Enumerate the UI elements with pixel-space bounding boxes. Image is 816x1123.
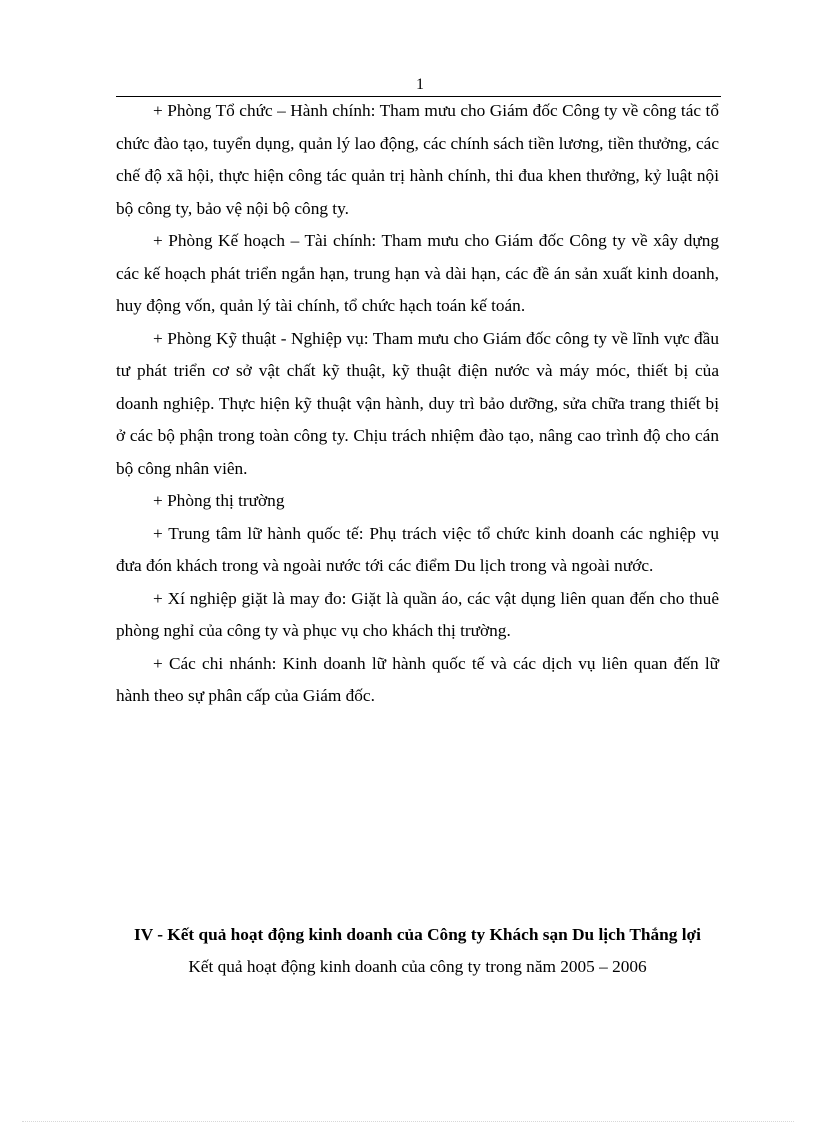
table-caption: Kết quả hoạt động kinh doanh của công ty trong năm 2005 – 2006 <box>188 957 647 976</box>
section-heading: IV - Kết quả hoạt động kinh doanh của Công ty Khách sạn Du lịch Thắng lợi <box>134 924 701 944</box>
paragraph-planning-finance-dept: + Phòng Kế hoạch – Tài chính: Tham mưu cho Giám đốc Công ty về xây dựng các kế hoạch phát triển ngắn hạn, trung hạn và dài hạn, các đề án sản xuất kinh doanh, huy động vốn, quản lý tài chính, tổ chức hạch toán kế toán. <box>116 231 719 315</box>
paragraph-technical-operations-dept: + Phòng Kỹ thuật - Nghiệp vụ: Tham mưu cho Giám đốc công ty về lĩnh vực đầu tư phát triển cơ sở vật chất kỹ thuật, kỹ thuật điện nước và máy móc, thiết bị của doanh nghiệp. Thực hiện kỹ thuật vận hành, duy trì bảo dưỡng, sửa chữa trang thiết bị ở các bộ phận trong toàn công ty. Chịu trách nhiệm đào tạo, nâng cao trình độ cho cán bộ công nhân viên. <box>116 328 719 478</box>
document-body <box>116 95 719 984</box>
paragraph-laundry-tailoring-unit: + Xí nghiệp giặt là may đo: Giặt là quần áo, các vật dụng liên quan đến cho thuê phòng nghỉ của công ty và phục vụ cho khách thị trường. <box>116 588 719 640</box>
paragraph-branches: + Các chi nhánh: Kinh doanh lữ hành quốc tế và các dịch vụ liên quan đến lữ hành theo sự phân cấp của Giám đốc. <box>116 653 719 705</box>
page-number: 1 <box>416 76 424 93</box>
paragraph-international-travel-center: + Trung tâm lữ hành quốc tế: Phụ trách việc tổ chức kinh doanh các nghiệp vụ đưa đón khách trong và ngoài nước tới các điểm Du lịch trong và ngoài nước. <box>116 523 719 575</box>
blank-space <box>116 713 719 919</box>
paragraph-organization-admin-dept: + Phòng Tổ chức – Hành chính: Tham mưu cho Giám đốc Công ty về công tác tổ chức đào tạo, tuyển dụng, quản lý lao động, các chính sách tiền lương, tiền thưởng, các chế độ xã hội, thực hiện công tác quản trị hành chính, thi đua khen thưởng, kỷ luật nội bộ công ty, bảo vệ nội bộ công ty. <box>116 101 719 218</box>
paragraph-market-dept: + Phòng thị trường <box>153 491 285 510</box>
page-bottom-border <box>22 1121 794 1122</box>
